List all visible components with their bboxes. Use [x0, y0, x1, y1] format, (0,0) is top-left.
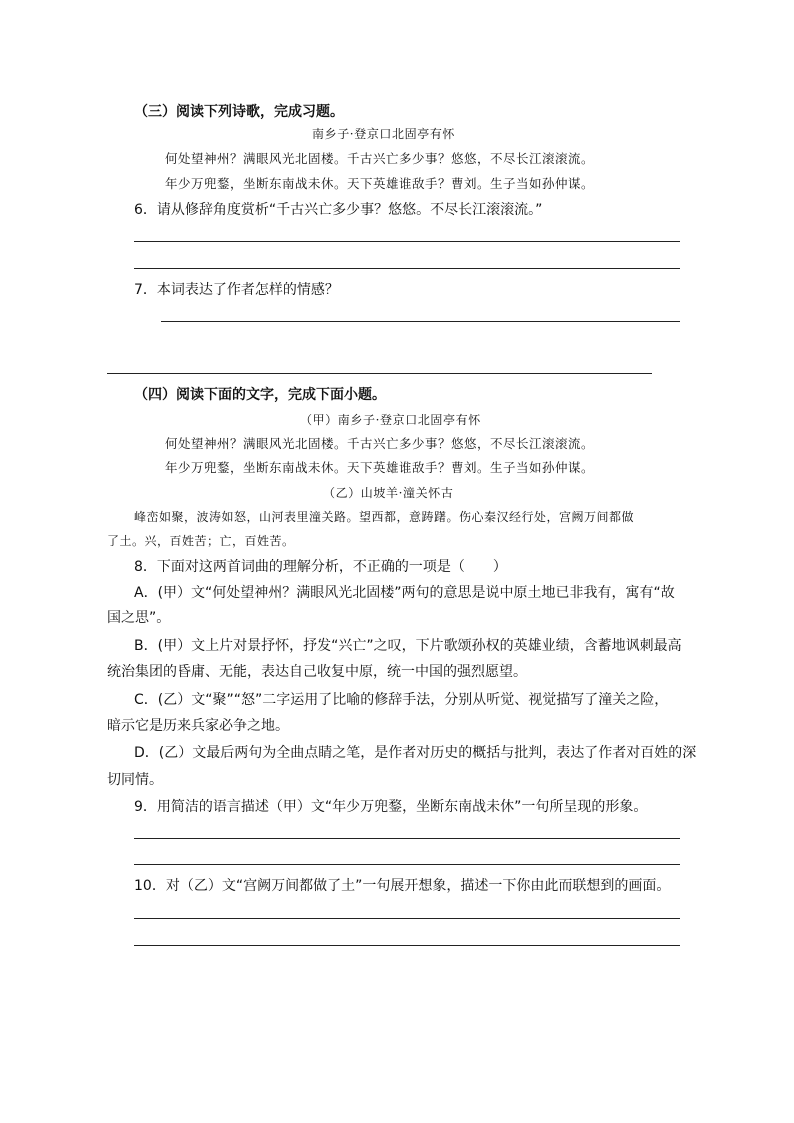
answer-line[interactable]: [134, 241, 680, 242]
option-d-line1: D．(乙）文最后两句为全曲点睛之笔，是作者对历史的概括与批判，表达了作者对百姓的深: [134, 745, 697, 761]
answer-line[interactable]: [134, 945, 680, 946]
option-a-line2: 国之思”。: [107, 610, 171, 626]
poem-b-line1: 峰峦如聚，波涛如怒，山河表里潼关路。望西都，意踌躇。伤心秦汉经行处，宫阙万间都做: [134, 510, 635, 524]
section3-poem-line2: 年少万兜鍪，坐断东南战未休。天下英雄谁敌手？曹刘。生子当如孙仲谋。: [165, 176, 595, 191]
poem-a-line2: 年少万兜鍪，坐断东南战未休。天下英雄谁敌手？曹刘。生子当如孙仲谋。: [165, 460, 595, 475]
option-c-line2: 暗示它是历来兵家必争之地。: [107, 718, 289, 734]
poem-a-line1: 何处望神州？满眼风光北固楼。千古兴亡多少事？悠悠，不尽长江滚滚流。: [165, 436, 595, 451]
answer-line[interactable]: [134, 864, 680, 865]
option-b-line1: B．(甲）文上片对景抒怀，抒发“兴亡”之叹，下片歌颂孙权的英雄业绩，含蓄地讽刺最高: [134, 638, 682, 654]
section3-poem-title: 南乡子·登京口北固亭有怀: [312, 127, 456, 141]
section4-heading: （四）阅读下面的文字，完成下面小题。: [134, 387, 386, 403]
answer-line[interactable]: [134, 268, 680, 269]
poem-a-title: （甲）南乡子·登京口北固亭有怀: [300, 413, 481, 427]
section3-poem-line1: 何处望神州？满眼风光北固楼。千古兴亡多少事？悠悠，不尽长江滚滚流。: [165, 151, 595, 166]
answer-line[interactable]: [161, 321, 680, 322]
poem-b-line2: 了土。兴，百姓苦；亡，百姓苦。: [107, 534, 295, 548]
question-7: 7．本词表达了作者怎样的情感？: [134, 282, 339, 298]
question-6: 6．请从修辞角度赏析“千古兴亡多少事？悠悠。不尽长江滚滚流。”: [134, 202, 543, 218]
answer-line[interactable]: [134, 838, 680, 839]
poem-b-title: （乙）山坡羊·潼关怀古: [323, 486, 454, 500]
question-8: 8．下面对这两首词曲的理解分析，不正确的一项是（ ）: [134, 559, 507, 575]
section-divider: [107, 373, 652, 374]
option-d-line2: 切同情。: [107, 772, 163, 788]
question-10: 10．对（乙）文“宫阙万间都做了土”一句展开想象，描述一下你由此而联想到的画面。: [134, 878, 671, 894]
option-a-line1: A．(甲）文“何处望神州？满眼风光北固楼”两句的意思是说中原土地已非我有，寓有“故: [134, 585, 675, 601]
question-9: 9．用简洁的语言描述（甲）文“年少万兜鍪，坐断东南战未休”一句所呈现的形象。: [134, 799, 648, 815]
option-b-line2: 统治集团的昏庸、无能，表达自己收复中原，统一中国的强烈愿望。: [107, 664, 527, 680]
answer-line[interactable]: [134, 918, 680, 919]
section3-heading: （三）阅读下列诗歌，完成习题。: [134, 104, 344, 120]
option-c-line1: C．(乙）文“聚”“怒”二字运用了比喻的修辞手法，分别从听觉、视觉描写了潼关之险，: [134, 692, 669, 708]
